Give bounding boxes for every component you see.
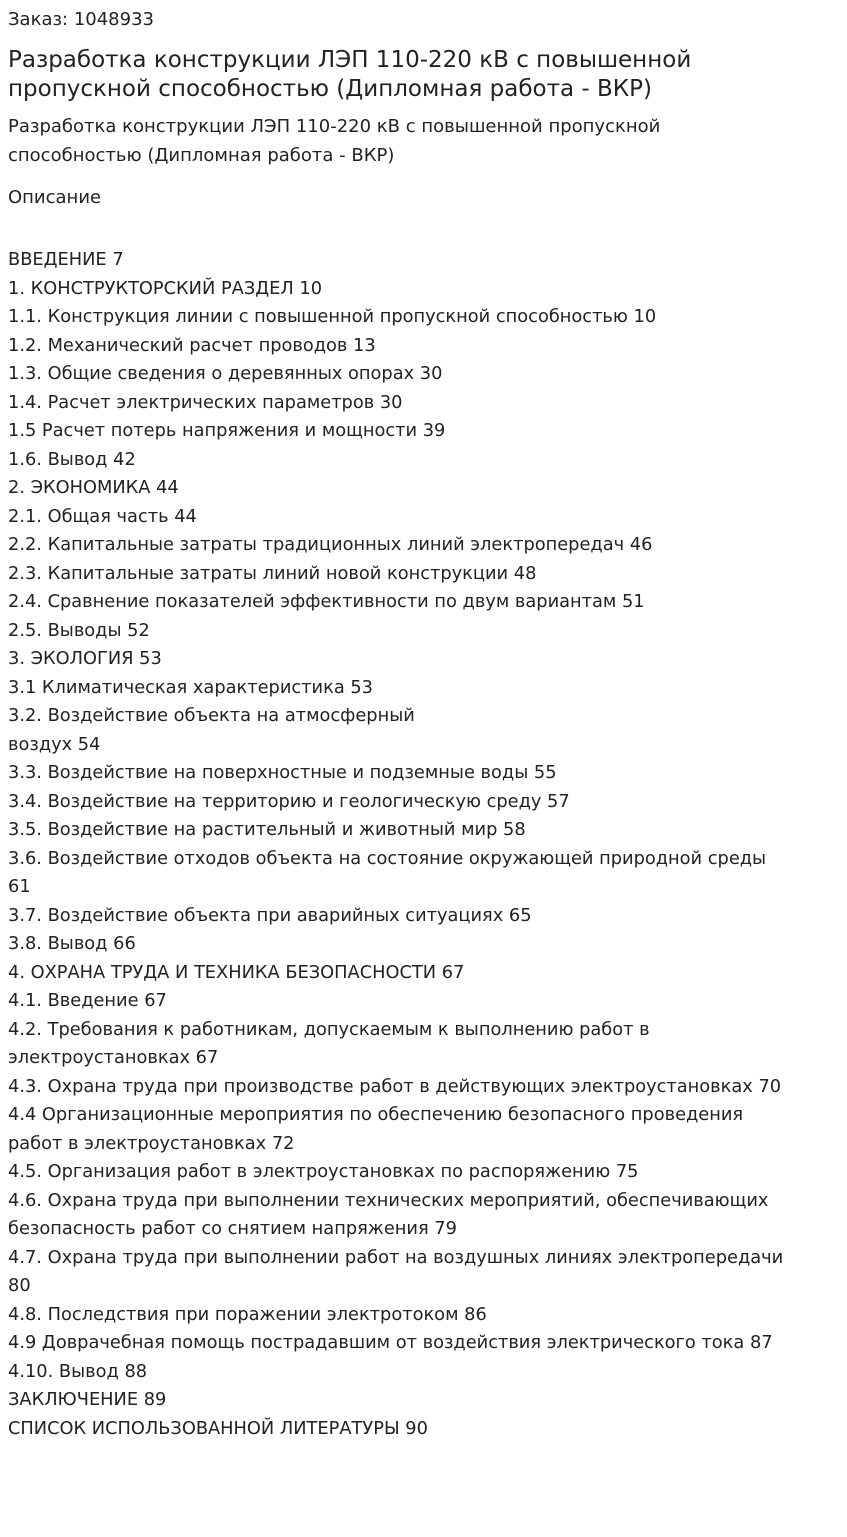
toc-entry-line: 1.6. Вывод 42	[8, 448, 136, 470]
toc-entry	[8, 474, 844, 503]
toc-entry-line: 1.5 Расчет потерь напряжения и мощности 39	[8, 420, 446, 441]
toc-entry-line: 4. ОХРАНА ТРУДА И ТЕХНИКА БЕЗОПАСНОСТИ 67	[8, 961, 465, 983]
toc-entry-line: безопасность работ со снятием напряжения 79	[8, 1218, 457, 1239]
toc-entry	[8, 1158, 844, 1187]
toc-entry-line: ВВЕДЕНИЕ 7	[8, 249, 124, 270]
toc-entry-line: 3.2. Воздействие объекта на атмосферный	[8, 705, 415, 726]
toc-entry-line: 4.7. Охрана труда при выполнении работ на воздушных линиях электропередачи	[8, 1246, 784, 1268]
toc-entry	[8, 303, 844, 332]
toc-entry	[8, 1016, 844, 1073]
toc-entry-line: 1.1. Конструкция линии с повышенной пропускной способностью 10	[8, 306, 657, 327]
table-of-contents	[8, 246, 844, 1443]
toc-entry	[8, 816, 844, 845]
toc-entry-line: 2.5. Выводы 52	[8, 619, 150, 641]
toc-entry-line: 3.7. Воздействие объекта при аварийных ситуациях 65	[8, 904, 532, 926]
toc-entry	[8, 959, 844, 988]
toc-entry-line: работ в электроустановках 72	[8, 1132, 295, 1154]
toc-entry-line: электроустановках 67	[8, 1047, 219, 1068]
toc-entry	[8, 1301, 844, 1330]
toc-entry-line: 1.3. Общие сведения о деревянных опорах 30	[8, 363, 443, 384]
toc-entry	[8, 930, 844, 959]
toc-entry	[8, 360, 844, 389]
toc-entry	[8, 1386, 844, 1415]
toc-entry	[8, 759, 844, 788]
toc-entry-line: 2.4. Сравнение показателей эффективности по двум вариантам 51	[8, 591, 645, 612]
toc-entry	[8, 1329, 844, 1358]
toc-entry-line: СПИСОК ИСПОЛЬЗОВАННОЙ ЛИТЕРАТУРЫ 90	[8, 1417, 428, 1439]
toc-entry-line: 1.4. Расчет электрических параметров 30	[8, 391, 403, 413]
toc-entry-line: 4.2. Требования к работникам, допускаемым к выполнению работ в	[8, 1018, 650, 1040]
toc-entry-line: 3.4. Воздействие на территорию и геологическую среду 57	[8, 790, 570, 812]
toc-entry	[8, 503, 844, 532]
toc-entry-line: 2. ЭКОНОМИКА 44	[8, 477, 179, 498]
toc-entry	[8, 987, 844, 1016]
toc-entry	[8, 417, 844, 446]
toc-entry	[8, 1415, 844, 1444]
toc-entry	[8, 702, 844, 759]
toc-entry	[8, 560, 844, 589]
toc-entry-line: 1. КОНСТРУКТОРСКИЙ РАЗДЕЛ 10	[8, 277, 323, 299]
toc-entry-line: 3.6. Воздействие отходов объекта на состояние окружающей природной среды	[8, 847, 767, 869]
toc-entry	[8, 1358, 844, 1387]
toc-entry	[8, 332, 844, 361]
toc-entry-line: 3.8. Вывод 66	[8, 933, 136, 954]
toc-entry	[8, 389, 844, 418]
toc-entry-line: 3.1 Климатическая характеристика 53	[8, 676, 373, 698]
page-subtitle: Разработка конструкции ЛЭП 110-220 кВ с повышенной пропускной способностью (Дипломная работа - ВКР)	[8, 116, 661, 166]
toc-entry-line: 4.9 Доврачебная помощь пострадавшим от воздействия электрического тока 87	[8, 1332, 773, 1353]
toc-entry	[8, 1073, 844, 1102]
toc-entry-line: 4.6. Охрана труда при выполнении технических мероприятий, обеспечивающих	[8, 1189, 769, 1211]
toc-entry	[8, 246, 844, 275]
toc-entry-line: 61	[8, 876, 31, 897]
toc-entry	[8, 845, 844, 902]
toc-entry	[8, 1101, 844, 1158]
toc-entry-line: 3.3. Воздействие на поверхностные и подземные воды 55	[8, 762, 557, 783]
toc-entry-line: 4.3. Охрана труда при производстве работ в действующих электроустановках 70	[8, 1075, 782, 1097]
toc-entry	[8, 645, 844, 674]
toc-entry-line: ЗАКЛЮЧЕНИЕ 89	[8, 1389, 167, 1410]
toc-entry-line: 80	[8, 1275, 31, 1296]
toc-entry	[8, 674, 844, 703]
toc-entry	[8, 1187, 844, 1244]
toc-entry	[8, 617, 844, 646]
toc-entry	[8, 588, 844, 617]
order-number: Заказ: 1048933	[8, 9, 154, 30]
toc-entry-line: 4.1. Введение 67	[8, 990, 167, 1011]
toc-entry-line: 1.2. Механический расчет проводов 13	[8, 334, 376, 356]
toc-entry	[8, 275, 844, 304]
toc-entry	[8, 788, 844, 817]
toc-entry	[8, 902, 844, 931]
toc-entry-line: 4.4 Организационные мероприятия по обеспечению безопасного проведения	[8, 1104, 744, 1125]
toc-entry-line: 2.2. Капитальные затраты традиционных линий электропередач 46	[8, 534, 653, 555]
toc-entry	[8, 446, 844, 475]
toc-entry-line: 4.5. Организация работ в электроустановках по распоряжению 75	[8, 1161, 639, 1182]
toc-entry-line: 2.1. Общая часть 44	[8, 505, 197, 527]
toc-entry-line: воздух 54	[8, 733, 101, 755]
toc-entry-line: 3. ЭКОЛОГИЯ 53	[8, 648, 162, 669]
description-heading: Описание	[8, 187, 102, 208]
toc-entry-line: 2.3. Капитальные затраты линий новой конструкции 48	[8, 562, 537, 584]
toc-entry-line: 3.5. Воздействие на растительный и животный мир 58	[8, 819, 526, 840]
toc-entry	[8, 1244, 844, 1301]
page-title: Разработка конструкции ЛЭП 110-220 кВ с повышенной пропускной способностью (Дипломная работа - ВКР)	[8, 47, 692, 102]
toc-entry-line: 4.8. Последствия при поражении электротоком 86	[8, 1303, 487, 1325]
toc-entry	[8, 531, 844, 560]
toc-entry-line: 4.10. Вывод 88	[8, 1360, 148, 1382]
